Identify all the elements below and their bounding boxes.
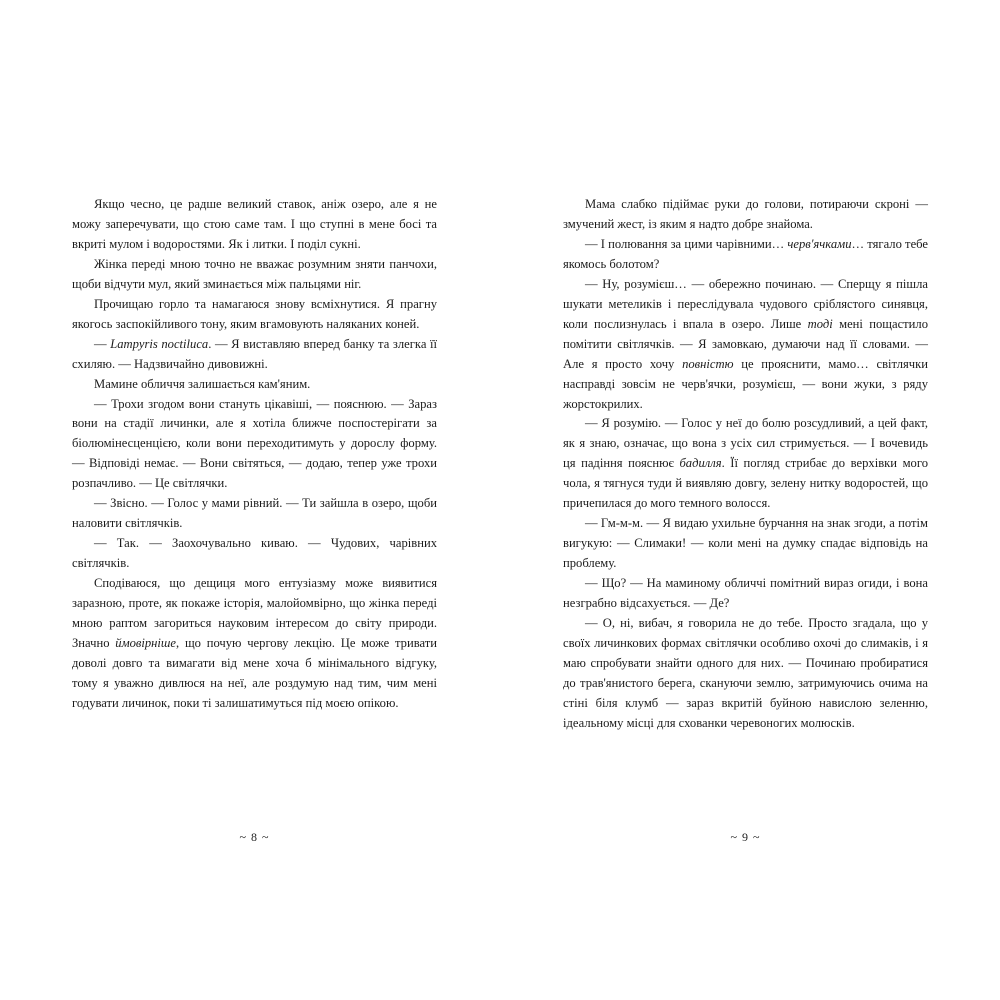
left-page-body [72,195,437,714]
page-number-right: ~ 9 ~ [730,830,761,844]
right-page [563,195,928,845]
paragraph: Жінка переді мною точно не вважає розумним зняти панчохи, щоби відчути мул, який зминається між пальцями ніг. [72,256,437,291]
paragraph-dialogue: — Що? — На маминому обличчі помітний вираз огиди, і вона незграбно відсахується. — Де? [563,576,928,611]
emphasis: повністю [682,356,734,371]
page-number-left: ~ 8 ~ [239,830,270,844]
paragraph: Мама слабко підіймає руки до голови, потираючи скроні — змучений жест, із яким я надто добре знайома. [563,197,928,231]
paragraph: Прочищаю горло та намагаюся знову всміхнутися. Я прагну якогось заспокійливого тону, яким вгамовують наляканих коней. [72,296,437,331]
paragraph-dialogue: — Ну, розумієш… — обережно починаю. — Сперщу я пішла шукати метеликів і переслідувала чудового сріблястого синявця, коли послизнулась і впала в озеро. Лише тоді мені пощастило помітити світлячків. — Я замовкаю, думаючи над її словами. — Але я просто хочу повністю це прояснити, мамо… світлячки насправді зовсім не черв'ячки, розумієш, — вони жуки, з ряду жорстокрилих. [563,276,928,411]
emphasis: тоді [807,316,833,331]
paragraph-dialogue: — Я розумію. — Голос у неї до болю розсудливий, а цей факт, як я знаю, означає, що вона з усіх сил стримується. — І вочевидь ця падіння пояснює бадилля. Її погляд стрибає до верхівки мого чола, я тягнуся туди й виявляю довгу, зелену нитку водоростей, що причепилася до мого темного волосся. [563,416,928,511]
right-page-body [563,195,928,734]
paragraph-dialogue: — Так. — Заохочувально киваю. — Чудових, чарівних світлячків. [72,536,437,571]
paragraph-dialogue: — І полювання за цими чарівними… черв'ячками… тягало тебе якомось болотом? [563,236,928,271]
paragraph-dialogue: — Гм-м-м. — Я видаю ухильне бурчання на знак згоди, а потім вигукую: — Слимаки! — коли мені на думку спадає відповідь на проблему. [563,516,928,571]
emphasis: ймовірніше [115,635,177,650]
emphasis: черв'ячками [787,236,852,251]
paragraph-dialogue: — О, ні, вибач, я говорила не до тебе. Просто згадала, що у своїх личинкових формах світлячки особливо охочі до слимаків, і я маю спробувати знайти одного для них. — Починаю пробиратися до трав'янистого берега, скануючи землю, затримуючись очима на стіні біля клумб — зараз вкритій буйною навислою зеленню, ідеальному місці для схованки черевоногих молюсків. [563,616,928,730]
paragraph: Мамине обличчя залишається кам'яним. [94,376,311,391]
paragraph-dialogue: — Звісно. — Голос у мами рівний. — Ти зайшла в озеро, щоби наловити світлячків. [72,496,437,531]
paragraph: Якщо чесно, це радше великий ставок, аніж озеро, але я не можу заперечувати, що стою саме там. І що ступні в мене босі та вкриті мулом і водоростями. Як і литки. І поділ сукні. [72,197,437,251]
species-name: Lampyris noctiluca [110,336,209,351]
paragraph: Сподіваюся, що дещиця мого ентузіазму може виявитися заразною, проте, як покаже історія, малойомвірно, що жінка переді мною раптом загориться науковим інтересом до світу природи. Значно ймовірніше, що почую чергову лекцію. Це може тривати доволі довго та вимагати від мене хоча б мінімального відгуку, тому я уважно дивлюся на неї, але роздумую над тим, чим мені годувати личинок, поки ті залишатимуться під моєю опікою. [72,576,437,710]
paragraph-dialogue: — Lampyris noctiluca. — Я виставляю вперед банку та злегка її схиляю. — Надзвичайно дивовижні. [72,336,437,371]
paragraph-dialogue: — Трохи згодом вони стануть цікавіші, — пояснюю. — Зараз вони на стадії личинки, але я хотіла ближче поспостерігати за біолюмінесценцією, коли вони переходитимуть у дорослу форму. — Відповіді немає. — Вони світяться, — додаю, тепер уже трохи розпачливо. — Це світлячки. [72,396,437,491]
emphasis: бадилля [679,456,722,471]
left-page [72,195,437,845]
